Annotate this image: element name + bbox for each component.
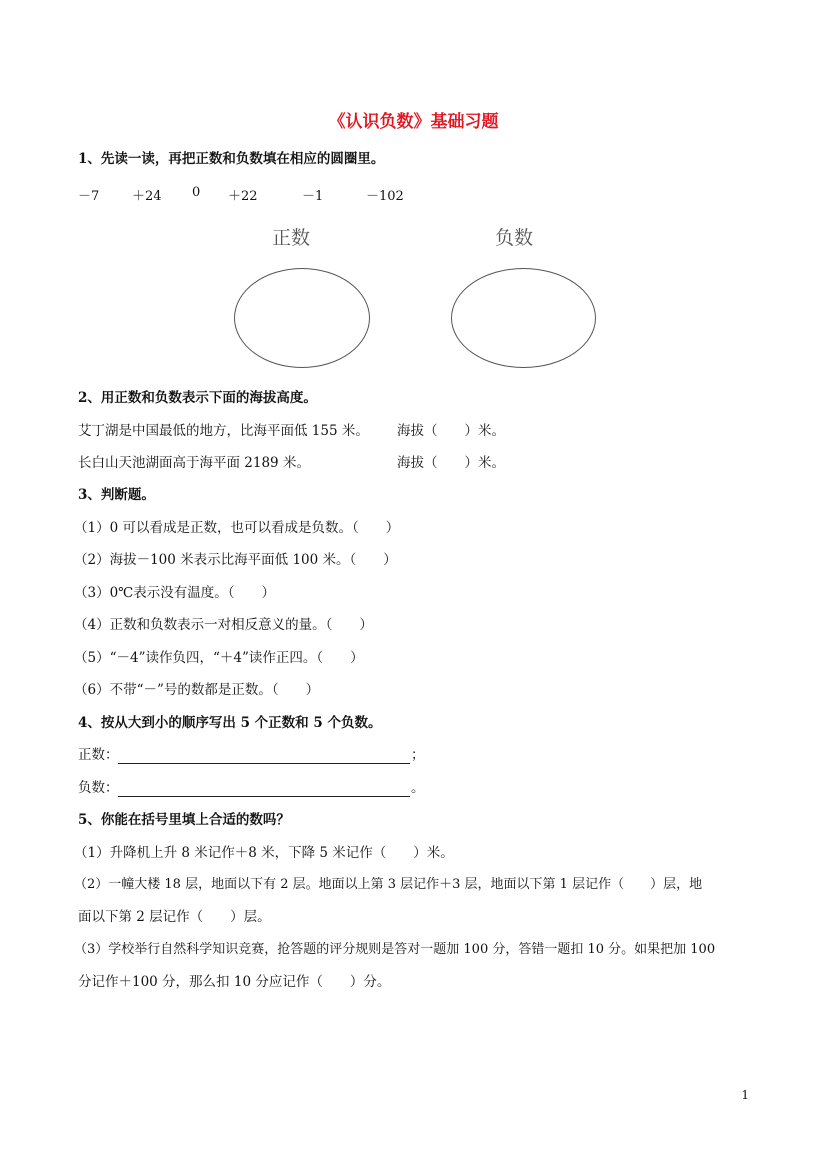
q5-heading: 5、你能在括号里填上合适的数吗？ bbox=[78, 812, 290, 828]
positive-circle-label: 正数 bbox=[272, 227, 311, 249]
q4-heading: 4、按从大到小的顺序写出 5 个正数和 5 个负数。 bbox=[78, 715, 382, 731]
fill-item-3-line2[interactable]: 分记作＋100 分，那么扣 10 分应记作（ ）分。 bbox=[78, 974, 391, 990]
q2-line2: 长白山天池湖面高于海平面 2189 米。 bbox=[78, 455, 310, 471]
page-number: 1 bbox=[741, 1088, 749, 1102]
q4-negative-label: 负数： bbox=[78, 780, 119, 796]
judgment-item[interactable]: （1）0 可以看成是正数，也可以看成是负数。（ ） bbox=[74, 520, 400, 536]
fill-item-2-line2[interactable]: 面以下第 2 层记作（ ）层。 bbox=[78, 909, 271, 925]
q3-heading: 3、判断题。 bbox=[78, 487, 155, 503]
q1-heading: 1、先读一读，再把正数和负数填在相应的圆圈里。 bbox=[78, 151, 385, 167]
positive-numbers-circle[interactable] bbox=[234, 268, 370, 368]
judgment-item[interactable]: （4）正数和负数表示一对相反意义的量。（ ） bbox=[74, 617, 373, 633]
judgment-item[interactable]: （2）海拔－100 米表示比海平面低 100 米。（ ） bbox=[74, 552, 397, 568]
judgment-item[interactable]: （3）0℃表示没有温度。（ ） bbox=[74, 585, 276, 601]
negative-answer-line[interactable] bbox=[118, 796, 410, 797]
q2-line1: 艾丁湖是中国最低的地方，比海平面低 155 米。 bbox=[78, 423, 369, 439]
negative-numbers-circle[interactable] bbox=[451, 268, 596, 368]
q2-line2-answer[interactable]: 海拔（ ）米。 bbox=[397, 455, 505, 471]
q4-positive-end: ； bbox=[411, 747, 425, 763]
page-title: 《认识负数》基础习题 bbox=[328, 112, 499, 132]
q1-number: －1 bbox=[302, 189, 324, 204]
q1-number: ＋24 bbox=[132, 189, 162, 204]
fill-item-3-line1[interactable]: （3）学校举行自然科学知识竞赛，抢答题的评分规则是答对一题加 100 分，答错一题扣 10 分。如果把加 100 bbox=[74, 942, 716, 957]
positive-answer-line[interactable] bbox=[118, 763, 410, 764]
q1-number: ＋22 bbox=[228, 189, 258, 204]
q2-heading: 2、用正数和负数表示下面的海拔高度。 bbox=[78, 390, 317, 406]
judgment-item[interactable]: （5）“－4”读作负四，“＋4”读作正四。（ ） bbox=[74, 650, 364, 666]
q1-number: －102 bbox=[366, 189, 404, 204]
q1-number: 0 bbox=[192, 185, 201, 200]
q4-positive-label: 正数： bbox=[78, 747, 119, 763]
fill-item-1[interactable]: （1）升降机上升 8 米记作＋8 米，下降 5 米记作（ ）米。 bbox=[74, 845, 454, 861]
q1-number: －7 bbox=[78, 189, 100, 204]
q4-negative-end: 。 bbox=[411, 780, 425, 796]
negative-circle-label: 负数 bbox=[495, 227, 534, 249]
fill-item-2-line1[interactable]: （2）一幢大楼 18 层，地面以下有 2 层。地面以上第 3 层记作＋3 层，地面以下第 1 层记作（ ）层，地 bbox=[74, 877, 703, 892]
q2-line1-answer[interactable]: 海拔（ ）米。 bbox=[397, 423, 505, 439]
judgment-item[interactable]: （6）不带“－”号的数都是正数。（ ） bbox=[74, 682, 320, 698]
